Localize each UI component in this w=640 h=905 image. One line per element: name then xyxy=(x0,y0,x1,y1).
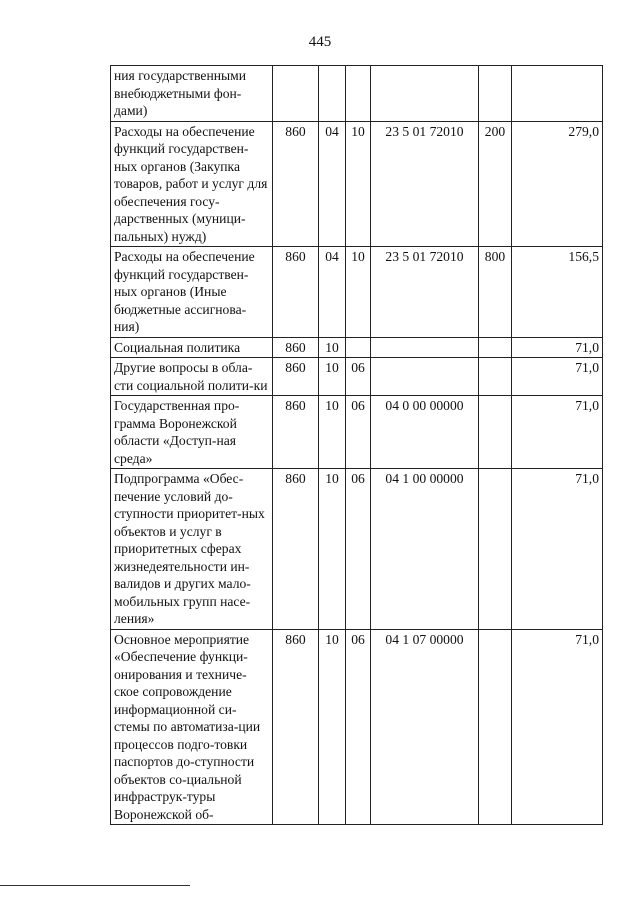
amount-cell: 71,0 xyxy=(512,358,603,396)
amount-cell: 71,0 xyxy=(512,469,603,630)
section-code-cell: 10 xyxy=(319,629,346,825)
section-code-cell: 10 xyxy=(319,469,346,630)
target-article-cell xyxy=(371,66,479,122)
row-name-cell: Расходы на обеспечение функций государствен-ных органов (Закупка товаров, работ и услуг для обеспечения госу-дарственных (муници-пальных) нужд) xyxy=(111,121,273,247)
expense-type-cell xyxy=(479,629,512,825)
ministry-code-cell: 860 xyxy=(273,121,319,247)
subsection-code-cell: 06 xyxy=(346,358,371,396)
table-row xyxy=(111,358,603,396)
footnote-rule xyxy=(0,885,190,886)
ministry-code-cell: 860 xyxy=(273,358,319,396)
table-row xyxy=(111,629,603,825)
subsection-code-cell: 06 xyxy=(346,469,371,630)
section-code-cell: 10 xyxy=(319,396,346,469)
row-name-cell: Подпрограмма «Обес-печение условий до-ступности приоритет-ных объектов и услуг в приоритетных сферах жизнедеятельности ин-валидов и других мало-мобильных групп насе-ления» xyxy=(111,469,273,630)
amount-cell: 71,0 xyxy=(512,396,603,469)
amount-cell: 71,0 xyxy=(512,629,603,825)
row-name-cell: ния государственными внебюджетными фон-дами) xyxy=(111,66,273,122)
expense-type-cell xyxy=(479,337,512,358)
subsection-code-cell xyxy=(346,337,371,358)
table-row xyxy=(111,247,603,338)
row-name-cell: Основное мероприятие «Обеспечение функци-онирования и техниче-ское сопровождение информационной си-стемы по автоматиза-ции процессов подго-товки паспортов до-ступности объектов со-циальной инфраструк-туры Воронежской об- xyxy=(111,629,273,825)
table-body xyxy=(111,66,603,825)
target-article-cell: 23 5 01 72010 xyxy=(371,247,479,338)
ministry-code-cell: 860 xyxy=(273,396,319,469)
target-article-cell: 04 0 00 00000 xyxy=(371,396,479,469)
row-name-cell: Государственная про-грамма Воронежской области «Доступ-ная среда» xyxy=(111,396,273,469)
subsection-code-cell xyxy=(346,66,371,122)
table-row xyxy=(111,337,603,358)
table-row xyxy=(111,121,603,247)
row-name-cell: Социальная политика xyxy=(111,337,273,358)
section-code-cell: 10 xyxy=(319,358,346,396)
section-code-cell: 04 xyxy=(319,121,346,247)
target-article-cell: 04 1 00 00000 xyxy=(371,469,479,630)
amount-cell: 279,0 xyxy=(512,121,603,247)
table-row xyxy=(111,66,603,122)
section-code-cell xyxy=(319,66,346,122)
row-name-cell: Расходы на обеспечение функций государствен-ных органов (Иные бюджетные ассигнова-ния) xyxy=(111,247,273,338)
target-article-cell: 23 5 01 72010 xyxy=(371,121,479,247)
target-article-cell xyxy=(371,337,479,358)
expense-type-cell xyxy=(479,469,512,630)
section-code-cell: 04 xyxy=(319,247,346,338)
expense-type-cell xyxy=(479,396,512,469)
ministry-code-cell: 860 xyxy=(273,247,319,338)
ministry-code-cell xyxy=(273,66,319,122)
expense-type-cell: 200 xyxy=(479,121,512,247)
section-code-cell: 10 xyxy=(319,337,346,358)
ministry-code-cell: 860 xyxy=(273,629,319,825)
expense-type-cell xyxy=(479,358,512,396)
target-article-cell: 04 1 07 00000 xyxy=(371,629,479,825)
budget-table xyxy=(110,65,603,825)
subsection-code-cell: 10 xyxy=(346,247,371,338)
table-row xyxy=(111,469,603,630)
subsection-code-cell: 06 xyxy=(346,396,371,469)
amount-cell: 156,5 xyxy=(512,247,603,338)
subsection-code-cell: 06 xyxy=(346,629,371,825)
expense-type-cell: 800 xyxy=(479,247,512,338)
subsection-code-cell: 10 xyxy=(346,121,371,247)
expense-type-cell xyxy=(479,66,512,122)
page-number: 445 xyxy=(308,34,332,50)
amount-cell xyxy=(512,66,603,122)
target-article-cell xyxy=(371,358,479,396)
row-name-cell: Другие вопросы в обла-сти социальной полити-ки xyxy=(111,358,273,396)
ministry-code-cell: 860 xyxy=(273,469,319,630)
table-row xyxy=(111,396,603,469)
amount-cell: 71,0 xyxy=(512,337,603,358)
ministry-code-cell: 860 xyxy=(273,337,319,358)
